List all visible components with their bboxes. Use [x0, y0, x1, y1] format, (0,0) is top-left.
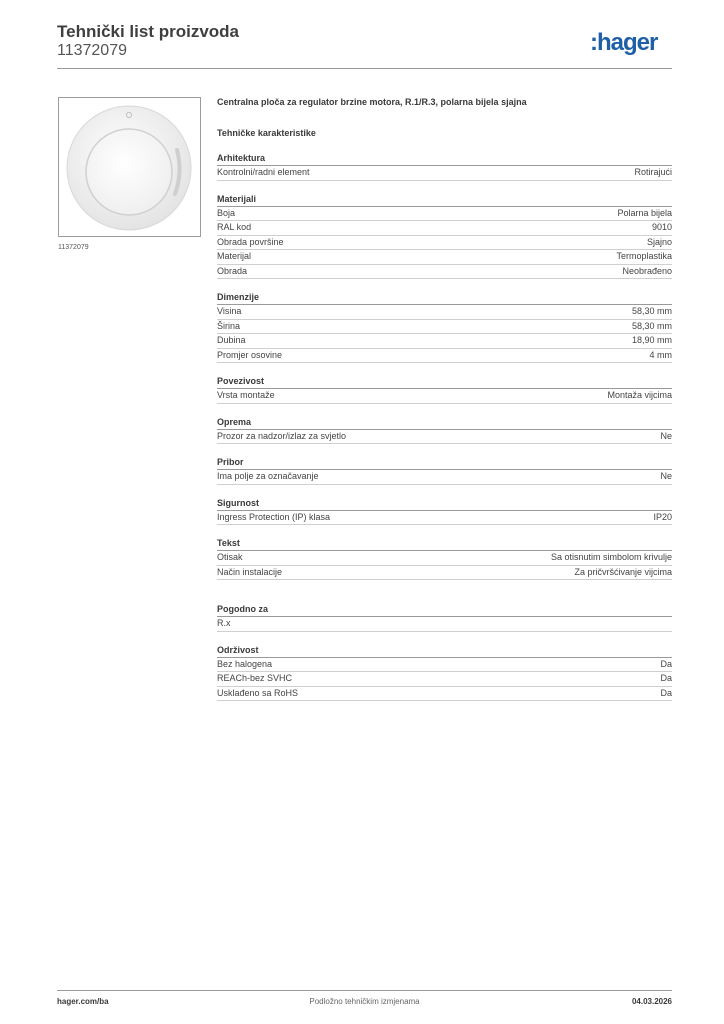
product-description: Centralna ploča za regulator brzine motora, R.1/R.3, polarna bijela sjajna	[217, 97, 527, 107]
spec-label: REACh-bez SVHC	[217, 673, 293, 683]
spec-row	[217, 470, 672, 485]
header-divider	[57, 68, 672, 69]
spec-value: Ne	[660, 430, 672, 441]
spec-row	[217, 305, 672, 320]
section-title: Materijali	[217, 193, 672, 207]
spec-value: Neobrađeno	[622, 265, 672, 276]
spec-value: Rotirajući	[634, 167, 672, 177]
tech-characteristics-heading: Tehničke karakteristike	[217, 128, 316, 138]
spec-section	[217, 603, 672, 632]
spec-row	[217, 334, 672, 349]
document-header	[57, 20, 672, 68]
spec-row	[217, 617, 672, 632]
spec-label: Bez halogena	[217, 658, 273, 669]
spec-row	[217, 349, 672, 364]
spec-content	[217, 95, 672, 701]
spec-label: Dubina	[217, 335, 246, 345]
spec-row	[217, 672, 672, 687]
spec-row	[217, 566, 672, 581]
spec-label: Ingress Protection (IP) klasa	[217, 511, 331, 522]
footer-date: 04.03.2026	[631, 997, 672, 1006]
spec-value: Montaža vijcima	[607, 390, 672, 400]
section-title: Pribor	[217, 456, 672, 470]
spec-label: Materijal	[217, 251, 252, 261]
spec-row	[217, 511, 672, 526]
page-title: Tehnički list proizvoda	[57, 22, 239, 41]
spec-label: RAL kod	[217, 222, 252, 232]
spec-sections	[217, 152, 672, 580]
section-title: Arhitektura	[217, 152, 672, 166]
footer-disclaimer: Podložno tehničkim izmjenama	[309, 997, 420, 1006]
spec-label: Usklađeno sa RoHS	[217, 687, 299, 698]
spec-value: 4 mm	[649, 349, 672, 360]
spec-value: Da	[660, 687, 672, 698]
spec-label: Vrsta montaže	[217, 390, 275, 400]
spec-label: Ima polje za označavanje	[217, 471, 319, 481]
spec-row	[217, 687, 672, 702]
spec-value: Sa otisnutim simbolom krivulje	[550, 552, 672, 562]
spec-section	[217, 375, 672, 404]
product-illustration	[59, 98, 200, 236]
document-footer	[57, 997, 672, 1009]
spec-label: Otisak	[217, 552, 243, 562]
spec-section	[217, 537, 672, 580]
spec-section	[217, 456, 672, 485]
spec-value: Da	[660, 673, 672, 683]
product-code: 11372079	[57, 42, 127, 59]
spec-row	[217, 551, 672, 566]
spec-value: 9010	[651, 222, 672, 232]
spec-label: R.x	[217, 618, 231, 628]
spec-section	[217, 497, 672, 526]
section-title: Održivost	[217, 644, 672, 658]
footer-divider	[57, 990, 672, 991]
spec-value: Sjajno	[646, 236, 672, 247]
image-caption: 11372079	[58, 244, 89, 251]
section-title: Tekst	[217, 537, 672, 551]
spec-row	[217, 265, 672, 280]
spec-value: 58,30 mm	[631, 320, 672, 331]
spec-value: Termoplastika	[616, 251, 672, 261]
spec-label: Način instalacije	[217, 566, 283, 577]
product-image	[58, 97, 201, 237]
spec-value: Ne	[660, 471, 672, 481]
spec-label: Prozor za nadzor/izlaz za svjetlo	[217, 430, 347, 441]
spec-row	[217, 320, 672, 335]
spec-section	[217, 152, 672, 181]
section-title: Pogodno za	[217, 603, 672, 617]
spec-value: Da	[660, 658, 672, 669]
spec-value: Za pričvršćivanje vijcima	[574, 566, 672, 577]
spec-row	[217, 250, 672, 265]
spec-row	[217, 430, 672, 445]
spec-section	[217, 644, 672, 702]
spec-row	[217, 236, 672, 251]
spec-section	[217, 416, 672, 445]
section-title: Sigurnost	[217, 497, 672, 511]
spec-row	[217, 389, 672, 404]
spec-label: Širina	[217, 320, 241, 331]
spec-value: 18,90 mm	[631, 335, 672, 345]
spec-section	[217, 193, 672, 280]
spec-label: Boja	[217, 207, 236, 218]
spec-row	[217, 658, 672, 673]
spec-row	[217, 166, 672, 181]
spec-value: 58,30 mm	[631, 306, 672, 316]
footer-website: hager.com/ba	[57, 997, 109, 1006]
extra-spec-sections	[217, 603, 672, 701]
spec-label: Obrada površine	[217, 236, 284, 247]
spec-label: Obrada	[217, 265, 248, 276]
spec-label: Visina	[217, 306, 242, 316]
spec-value: IP20	[653, 511, 672, 522]
spec-section	[217, 291, 672, 363]
section-title: Dimenzije	[217, 291, 672, 305]
section-title: Oprema	[217, 416, 672, 430]
spec-row	[217, 221, 672, 236]
hager-logo-text: :hager	[590, 29, 658, 56]
spec-label: Promjer osovine	[217, 349, 283, 360]
section-title: Povezivost	[217, 375, 672, 389]
spec-value: Polarna bijela	[617, 207, 672, 218]
spec-label: Kontrolni/radni element	[217, 167, 310, 177]
hager-logo	[590, 28, 672, 58]
spec-row	[217, 207, 672, 222]
